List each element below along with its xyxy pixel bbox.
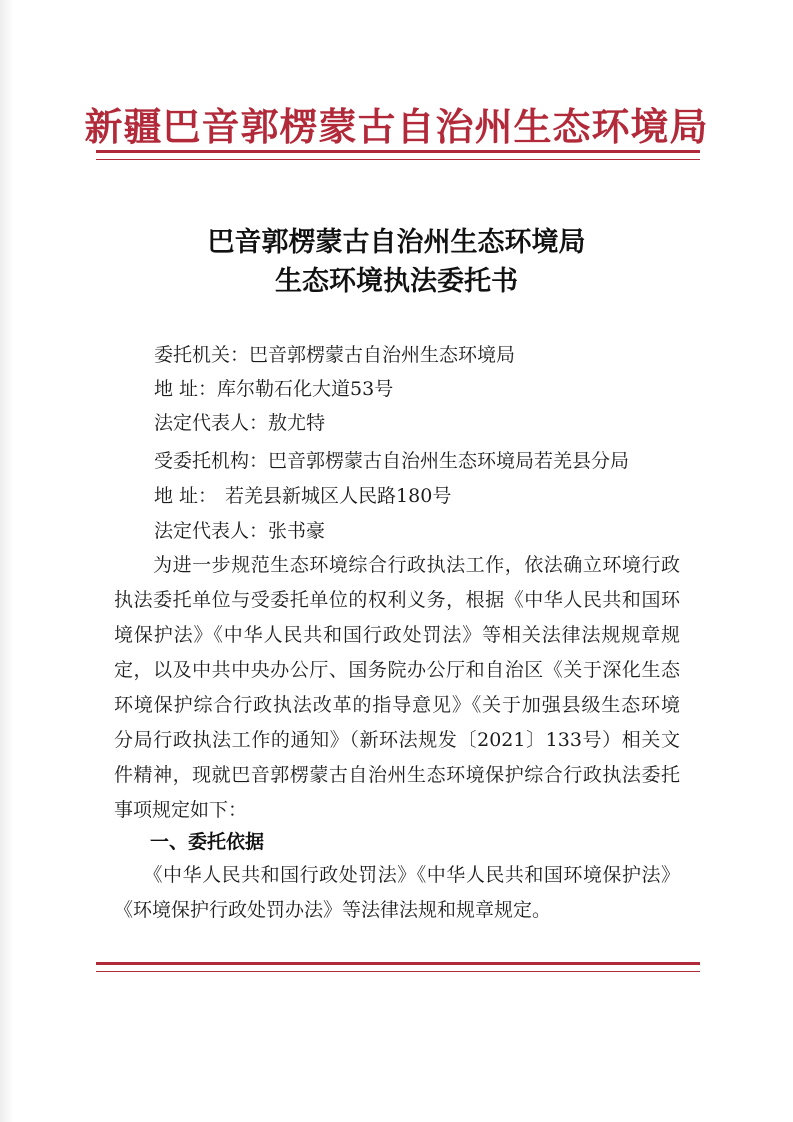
document-title-line1: 巴音郭楞蒙古自治州生态环境局 — [207, 227, 586, 258]
paragraph-line: 境保护法》《中华人民共和国行政处罚法》等相关法律法规规章规 — [114, 624, 680, 646]
document-title-line2: 生态环境执法委托书 — [275, 266, 518, 297]
letterhead-org-name: 新疆巴音郭楞蒙古自治州生态环境局 — [84, 104, 709, 149]
info-row-entrusted-agency — [154, 446, 629, 473]
info-row-agency-representative — [154, 516, 325, 543]
paragraph-line: 定，以及中共中央办公厅、国务院办公厅和自治区《关于深化生态 — [114, 659, 680, 681]
info-row-agency-address — [154, 481, 451, 508]
paragraph-line: 环境保护综合行政执法改革的指导意见》《关于加强县级生态环境 — [114, 694, 680, 716]
info-row-address — [154, 374, 393, 401]
info-value: 张书豪 — [268, 520, 326, 542]
info-label: 法定代表人： — [154, 520, 269, 542]
intro-paragraph — [114, 548, 680, 828]
info-value: 巴音郭楞蒙古自治州生态环境局若羌县分局 — [268, 450, 630, 472]
letterhead-red-rule — [96, 150, 700, 160]
info-row-legal-representative — [154, 408, 325, 435]
info-value: 巴音郭楞蒙古自治州生态环境局 — [249, 344, 516, 366]
scan-edge-shadow — [0, 0, 14, 1122]
paragraph-line: 《中华人民共和国行政处罚法》《中华人民共和国环境保护法》 — [114, 864, 680, 886]
info-label: 受委托机构： — [154, 450, 269, 472]
footer-red-rule — [96, 962, 700, 972]
info-row-entrusting-authority — [154, 340, 515, 367]
paragraph-line: 为进一步规范生态环境综合行政执法工作，依法确立环境行政 — [114, 554, 680, 576]
info-value: 若羌县新城区人民路180号 — [225, 485, 452, 507]
info-label: 地 址： — [154, 485, 218, 507]
section-heading: 一、委托依据 — [150, 831, 265, 853]
info-value: 库尔勒石化大道53号 — [217, 378, 394, 400]
paragraph-line: 分局行政执法工作的通知》（新环法规发〔2021〕133号）相关文 — [114, 729, 680, 751]
section1-paragraph — [114, 858, 680, 928]
info-label: 委托机关： — [154, 344, 250, 366]
info-label: 法定代表人： — [154, 412, 269, 434]
paragraph-line: 件精神，现就巴音郭楞蒙古自治州生态环境保护综合行政执法委托 — [114, 764, 680, 786]
info-value: 敖尤特 — [268, 412, 326, 434]
paragraph-line: 执法委托单位与受委托单位的权利义务，根据《中华人民共和国环 — [114, 589, 680, 611]
paragraph-line: 《环境保护行政处罚办法》等法律法规和规章规定。 — [114, 899, 552, 921]
info-label: 地 址： — [154, 378, 218, 400]
paragraph-line: 事项规定如下： — [114, 799, 248, 821]
